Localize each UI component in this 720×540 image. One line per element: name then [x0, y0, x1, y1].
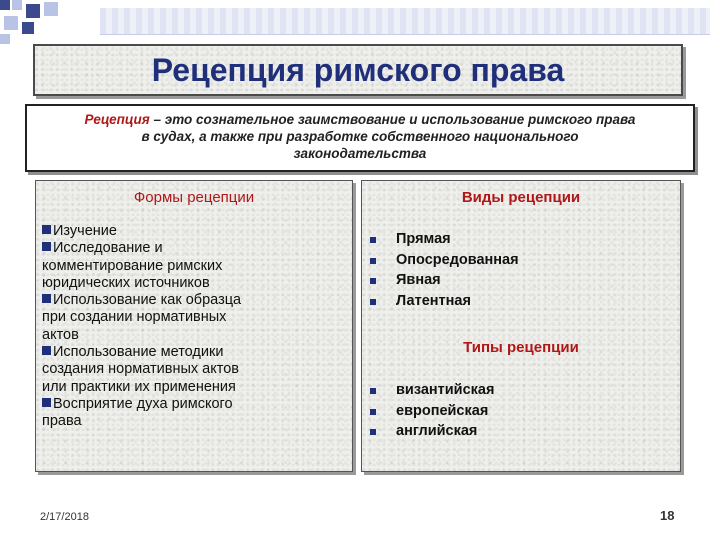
definition-line-3: законодательства — [293, 146, 427, 161]
definition-box — [25, 104, 695, 172]
square-bullet-icon — [370, 299, 376, 305]
footer-date: 2/17/2018 — [40, 511, 89, 523]
square-bullet-icon — [370, 237, 376, 243]
forms-panel — [35, 180, 353, 472]
square-bullet-icon — [42, 294, 51, 303]
definition-term: Рецепция — [84, 112, 150, 127]
forms-item-cont: юридических источников — [42, 274, 210, 291]
corner-square-5 — [4, 16, 18, 30]
kinds-item: Опосредованная — [370, 252, 670, 273]
definition-line-2: в судах, а также при разработке собственного национального — [141, 129, 579, 144]
square-bullet-icon — [42, 398, 51, 407]
kinds-heading: Виды рецепции — [461, 189, 581, 206]
types-item: европейская — [370, 403, 670, 424]
forms-item: Использование как образца — [42, 292, 342, 309]
kinds-list — [370, 231, 670, 313]
forms-item: Исследование и — [42, 240, 342, 257]
square-bullet-icon — [370, 258, 376, 264]
forms-item-cont: создания нормативных актов — [42, 361, 239, 378]
kinds-item: Явная — [370, 272, 670, 293]
corner-square-1 — [0, 0, 10, 10]
square-bullet-icon — [370, 388, 376, 394]
definition-line-1-rest: – это сознательное заимствование и использование римского права — [149, 112, 636, 127]
top-decor-bar — [100, 8, 710, 35]
forms-item-cont: актов — [42, 326, 79, 343]
forms-item-cont: при создании нормативных — [42, 309, 227, 326]
corner-square-2 — [12, 0, 22, 10]
kinds-panel — [361, 180, 681, 472]
forms-item: Использование методики — [42, 344, 342, 361]
definition-line-1 — [27, 111, 693, 128]
types-item: византийская — [370, 382, 670, 403]
corner-square-3 — [26, 4, 40, 18]
square-bullet-icon — [42, 346, 51, 355]
page-number: 18 — [660, 508, 675, 523]
square-bullet-icon — [42, 242, 51, 251]
page-title: Рецепция римского права — [151, 52, 565, 88]
title-box — [33, 44, 683, 96]
square-bullet-icon — [42, 225, 51, 234]
forms-item: Изучение — [42, 223, 342, 240]
forms-heading: Формы рецепции — [133, 189, 255, 206]
corner-square-4 — [44, 2, 58, 16]
forms-item-cont: комментирование римских — [42, 257, 223, 274]
forms-item: Восприятие духа римского — [42, 396, 342, 413]
kinds-item: Прямая — [370, 231, 670, 252]
forms-item-cont: или практики их применения — [42, 378, 236, 395]
square-bullet-icon — [370, 429, 376, 435]
square-bullet-icon — [370, 278, 376, 284]
corner-square-7 — [0, 34, 10, 44]
corner-square-6 — [22, 22, 34, 34]
types-heading: Типы рецепции — [463, 339, 579, 356]
forms-list — [42, 223, 342, 431]
types-list — [370, 382, 670, 444]
types-item: английская — [370, 423, 670, 444]
square-bullet-icon — [370, 409, 376, 415]
kinds-item: Латентная — [370, 293, 670, 314]
forms-item-cont: права — [42, 413, 82, 430]
